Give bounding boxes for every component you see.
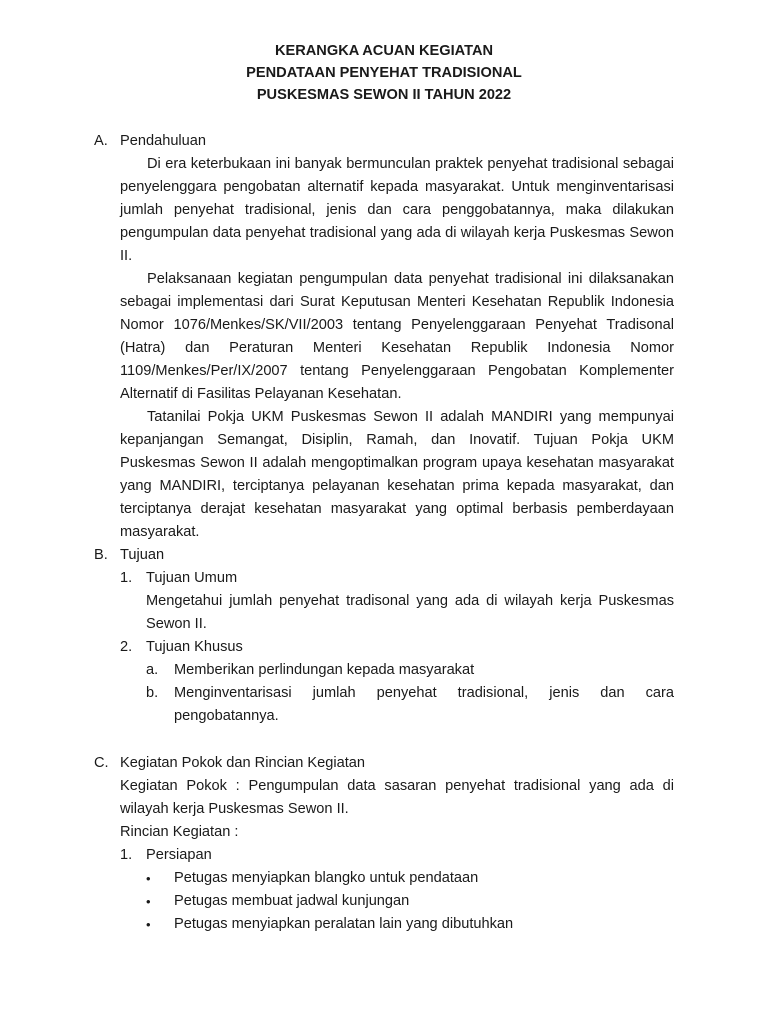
list-item-number: 1.	[120, 570, 133, 586]
section-c	[94, 752, 674, 936]
section-a-heading: Pendahuluan	[120, 133, 207, 149]
section-b	[94, 544, 674, 728]
list-item	[120, 636, 674, 728]
section-b-letter: B.	[94, 547, 108, 563]
document-title	[94, 40, 674, 106]
list-item-title: Persiapan	[146, 847, 212, 863]
bullet-text: Petugas membuat jadwal kunjungan	[174, 893, 410, 909]
list-item	[120, 567, 674, 636]
section-a-paragraph-1: Di era keterbukaan ini banyak bermunculan praktek penyehat tradisional sebagai penyelenggara pengobatan alternatif kepada masyarakat. Untuk menginventarisasi jumlah penyehat tradisional, jenis dan cara penggobatannya, maka dilakukan pengumpulan data penyehat tradisional yang ada di wilayah kerja Puskesmas Sewon II.	[120, 156, 674, 264]
section-c-letter: C.	[94, 755, 109, 771]
section-b-heading: Tujuan	[120, 547, 165, 563]
sub-item-text: Menginventarisasi jumlah penyehat tradisional, jenis dan cara pengobatannya.	[174, 685, 674, 724]
list-item	[120, 844, 674, 936]
title-line-1: KERANGKA ACUAN KEGIATAN	[274, 43, 494, 59]
section-a-letter: A.	[94, 133, 108, 149]
section-a-paragraph-2: Pelaksanaan kegiatan pengumpulan data penyehat tradisional ini dilaksanakan sebagai implementasi dari Surat Keputusan Menteri Kesehatan Republik Indonesia Nomor 1076/Menkes/SK/VII/2003 tentang Penyelenggaraan Penyehat Tradisonal (Hatra) dan Peraturan Menteri Kesehatan Republik Indonesia Nomor 1109/Menkes/Per/IX/2007 tentang Penyelenggaraan Pengobatan Komplementer Alternatif di Fasilitas Pelayanan Kesehatan.	[120, 271, 674, 402]
rincian-kegiatan-label: Rincian Kegiatan :	[120, 824, 239, 840]
bullet-text: Petugas menyiapkan peralatan lain yang dibutuhkan	[174, 916, 514, 932]
bullet-item	[146, 890, 674, 913]
sub-item	[146, 659, 674, 682]
title-line-2: PENDATAAN PENYEHAT TRADISIONAL	[246, 65, 522, 81]
sub-item-marker: a.	[146, 662, 159, 678]
bullet-item	[146, 867, 674, 890]
kegiatan-pokok-text: Kegiatan Pokok : Pengumpulan data sasaran penyehat tradisional yang ada di wilayah kerja Puskesmas Sewon II.	[120, 778, 674, 817]
sub-item-text: Memberikan perlindungan kepada masyarakat	[174, 662, 475, 678]
bullet-item	[146, 913, 674, 936]
section-a	[94, 130, 674, 544]
sub-item-marker: b.	[146, 685, 159, 701]
list-item-title: Tujuan Khusus	[146, 639, 243, 655]
bullet-icon: •	[146, 871, 151, 886]
sub-item	[146, 682, 674, 728]
bullet-icon: •	[146, 917, 151, 932]
list-item-number: 1.	[120, 847, 133, 863]
list-item-text: Mengetahui jumlah penyehat tradisonal yang ada di wilayah kerja Puskesmas Sewon II.	[146, 593, 674, 632]
bullet-text: Petugas menyiapkan blangko untuk pendataan	[174, 870, 479, 886]
bullet-icon: •	[146, 894, 151, 909]
title-line-3: PUSKESMAS SEWON II TAHUN 2022	[256, 87, 512, 103]
section-c-heading: Kegiatan Pokok dan Rincian Kegiatan	[120, 755, 366, 771]
section-a-paragraph-3: Tatanilai Pokja UKM Puskesmas Sewon II adalah MANDIRI yang mempunyai kepanjangan Semangat, Disiplin, Ramah, dan Inovatif. Tujuan Pokja UKM Puskesmas Sewon II adalah mengoptimalkan program upaya kesehatan masyarakat yang MANDIRI, terciptanya pelayanan kesehatan prima kepada masyarakat, dan terciptanya derajat kesehatan masyarakat yang optimal berbasis pemberdayaan masyarakat.	[120, 409, 674, 540]
list-item-number: 2.	[120, 639, 133, 655]
list-item-title: Tujuan Umum	[146, 570, 238, 586]
